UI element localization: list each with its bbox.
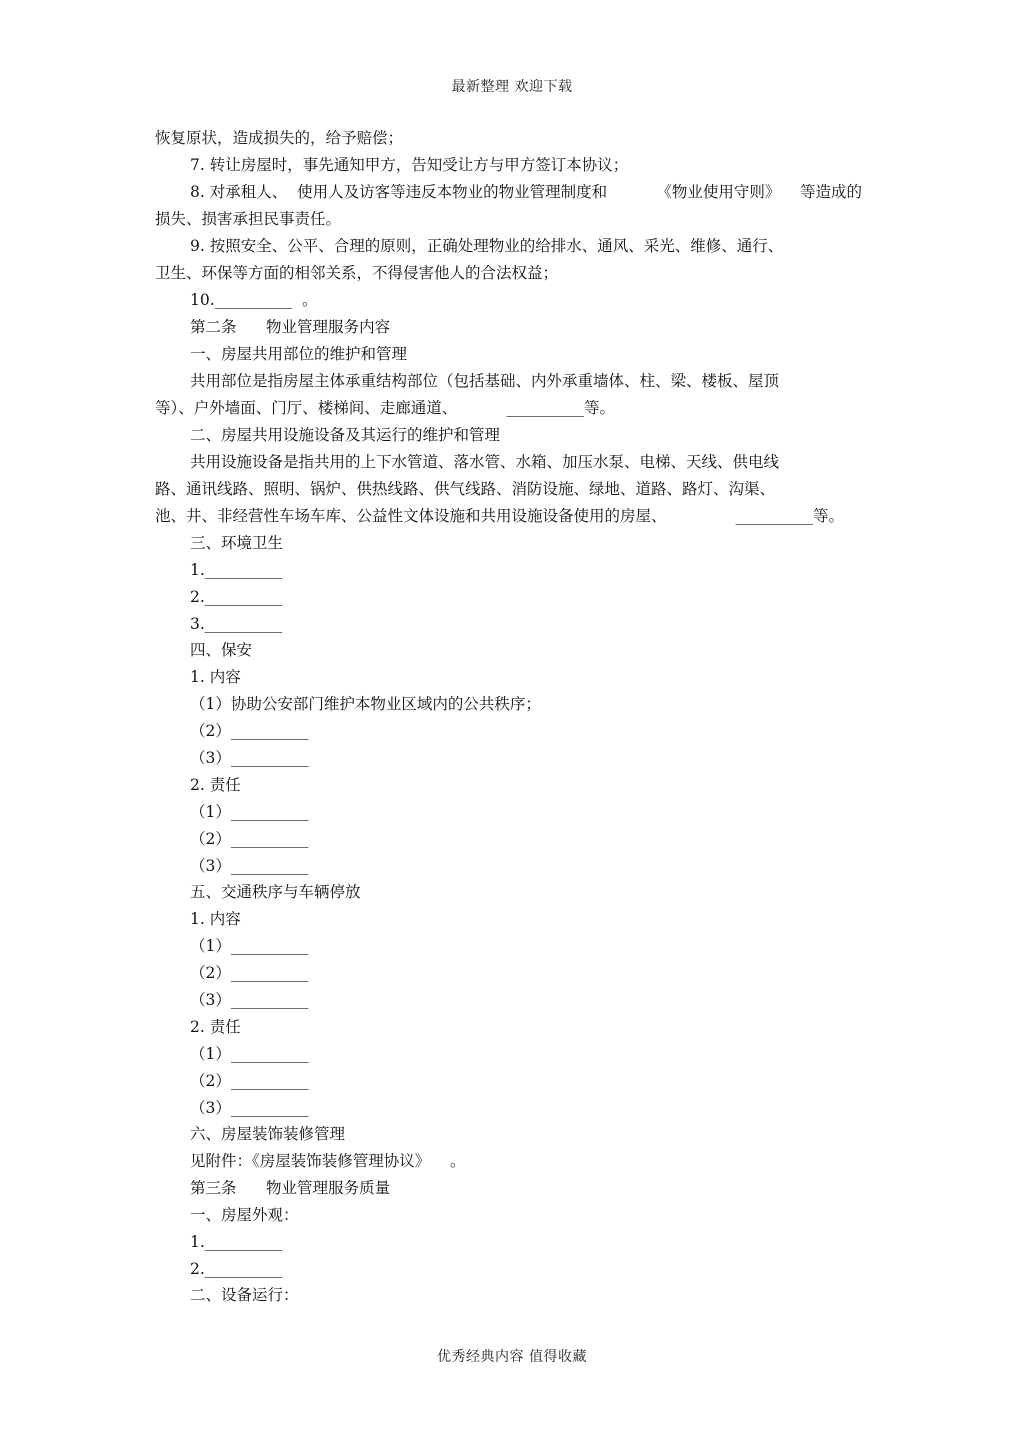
- subsection-heading: 一、房屋外观：: [190, 1206, 299, 1224]
- subsection-heading: 三、环境卫生: [190, 534, 284, 552]
- page-header: 最新整理 欢迎下载: [451, 79, 573, 95]
- text-line: 见附件：《房屋装饰装修管理协议》 。: [190, 1152, 466, 1170]
- text-line: 8. 对承租人、 使用人及访客等违反本物业的物业管理制度和 《物业使用守则》 等造成的: [190, 183, 863, 201]
- text-line: 损失、损害承担民事责任。: [155, 210, 342, 228]
- blank-item: 2.__________: [190, 1260, 283, 1278]
- text-line: 卫生、环保等方面的相邻关系，不得侵害他人的合法权益；: [155, 264, 559, 282]
- text-line: 10.__________ 。: [190, 291, 318, 309]
- subsection-heading: 五、交通秩序与车辆停放: [190, 883, 361, 901]
- subsection-heading: 二、房屋共用设施设备及其运行的维护和管理: [190, 426, 501, 444]
- blank-item: （3）__________: [190, 1099, 309, 1117]
- blank-item: 1.__________: [190, 561, 283, 579]
- item-heading: 1. 内容: [190, 668, 241, 686]
- text-line: 等）、户外墙面、门厅、楼梯间、走廊通道、 __________等。: [155, 399, 616, 417]
- blank-item: （1）__________: [190, 937, 309, 955]
- section-heading: 第三条 物业管理服务质量: [190, 1179, 391, 1197]
- blank-item: （2）__________: [190, 830, 309, 848]
- text-line: 9. 按照安全、公平、合理的原则，正确处理物业的给排水、通风、采光、维修、通行、: [190, 237, 784, 255]
- item-heading: 1. 内容: [190, 910, 241, 928]
- blank-item: 3.__________: [190, 615, 283, 633]
- text-line: 恢复原状，造成损失的，给予赔偿；: [155, 129, 404, 147]
- blank-item: （1）__________: [190, 803, 309, 821]
- blank-item: （2）__________: [190, 1072, 309, 1090]
- item-heading: 2. 责任: [190, 776, 241, 794]
- subsection-heading: 四、保安: [190, 641, 253, 659]
- text-line: 共用部位是指房屋主体承重结构部位（包括基础、内外承重墙体、柱、梁、楼板、屋顶: [190, 372, 780, 390]
- subsection-heading: 六、房屋装饰装修管理: [190, 1125, 346, 1143]
- blank-item: （1）__________: [190, 1045, 309, 1063]
- section-heading: 第二条 物业管理服务内容: [190, 318, 391, 336]
- blank-item: （3）__________: [190, 749, 309, 767]
- blank-item: （3）__________: [190, 991, 309, 1009]
- subsection-heading: 二、设备运行：: [190, 1286, 299, 1304]
- page-footer: 优秀经典内容 值得收藏: [437, 1349, 587, 1365]
- text-line: 共用设施设备是指共用的上下水管道、落水管、水箱、加压水泵、电梯、天线、供电线: [190, 453, 780, 471]
- text-line: 池、井、非经营性车场车库、公益性文体设施和共用设施设备使用的房屋、 __________等。: [155, 507, 844, 525]
- blank-item: （3）__________: [190, 857, 309, 875]
- text-line: （1）协助公安部门维护本物业区域内的公共秩序；: [190, 695, 541, 713]
- blank-item: 2.__________: [190, 588, 283, 606]
- item-heading: 2. 责任: [190, 1018, 241, 1036]
- blank-item: （2）__________: [190, 722, 309, 740]
- blank-item: （2）__________: [190, 964, 309, 982]
- text-line: 7. 转让房屋时，事先通知甲方，告知受让方与甲方签订本协议；: [190, 156, 629, 174]
- blank-item: 1.__________: [190, 1233, 283, 1251]
- text-line: 路、通讯线路、照明、锅炉、供热线路、供气线路、消防设施、绿地、道路、路灯、沟渠、: [155, 480, 776, 498]
- subsection-heading: 一、房屋共用部位的维护和管理: [190, 345, 408, 363]
